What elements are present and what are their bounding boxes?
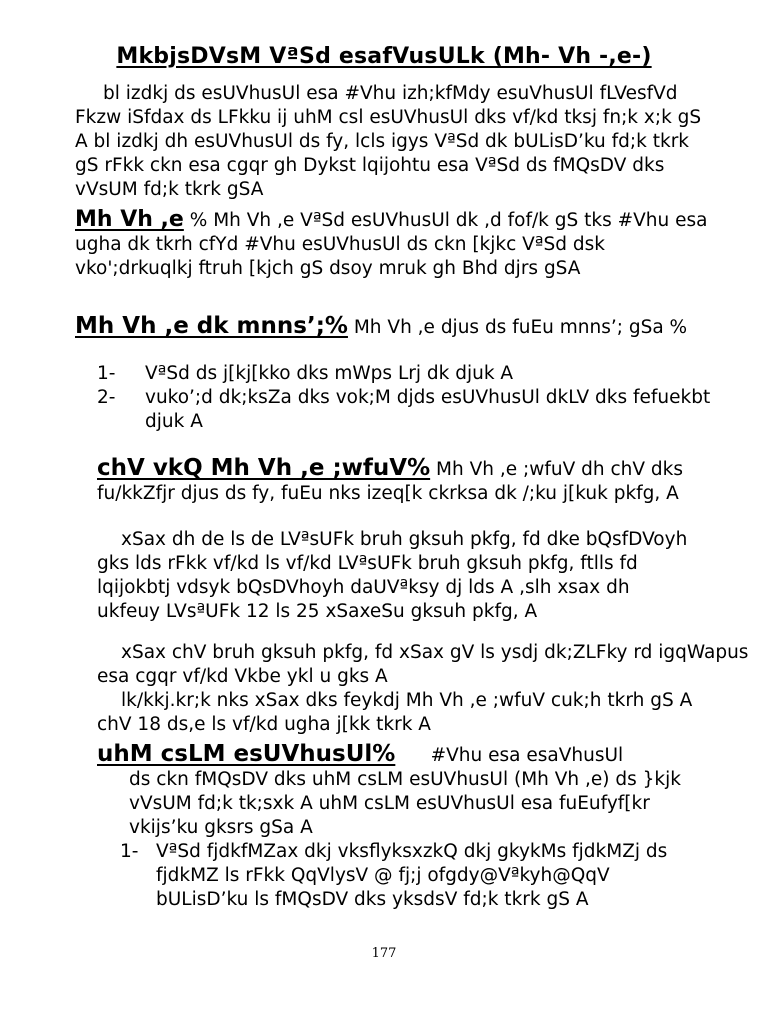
page-title: MkbjsDVsM VªSd esafVusULk (Mh- Vh -,e-)	[116, 44, 652, 69]
section-dtm-heading: Mh Vh ,e	[75, 207, 184, 232]
section-objectives-heading: Mh Vh ,e dk mnns’;%	[75, 313, 348, 339]
section-need-based-body-start: #Vhu esa esaVhusUl	[430, 745, 624, 766]
objectives-list	[97, 362, 717, 434]
beat-paragraph-strength: xSax dh de ls de LVªsUFk bruh gksuh pkfg, fd dke bQsfDVoyh gks lds rFkk vf/kd ls vf/kd LVªsUFk bruh gksuh pkfg, ftlls fd lqijokbtj vdsyk bQsDVhoyh daUVªksy dj lds A ,slh xsax dh ukfeuy LVsªUFk 12 ls 25 xSaxeSu gksuh pkfg, A	[97, 529, 688, 622]
list-item	[97, 386, 717, 434]
section-dtm-body: Mh Vh ,e VªSd esUVhusUl dk ,d fof/k gS tks #Vhu esa ugha dk tkrh cfYd #Vhu esUVhusUl ds ckn [kjkc VªSd dsk vko';drkuqlkj ftruh [kjch gS dsoy mruk gh Bhd djrs gSA	[75, 210, 708, 279]
section-need-based-paragraph	[97, 742, 717, 840]
section-beat-paragraph	[97, 456, 697, 506]
section-dtm-paragraph	[75, 208, 715, 281]
section-need-based-body: ds ckn fMQsDV dks uhM csLM esUVhusUl (Mh Vh ,e) ds }kjk vVsUM fd;k tk;sxk A uhM csLM esUVhusUl esa fuEufyf[kr vkijs’ku gksrs gSa A	[129, 769, 681, 838]
list-item-number: 1-	[120, 841, 139, 862]
section-objectives-paragraph	[75, 314, 715, 340]
need-based-list	[120, 840, 700, 912]
section-objectives-body: Mh Vh ,e djus ds fuEu mnns’; gSa %	[353, 317, 688, 338]
list-item-text: vuko’;d dk;ksZa dks vok;M djds esUVhusUl dkLV dks fefuekbt djuk A	[145, 387, 711, 432]
list-item-text: VªSd fjdkfMZax dkj vksflyksxzkQ dkj gkykMs fjdkMZj ds fjdkMZ ls rFkk QqVlysV @ fj;j ofgdy@Vªkyh@QqV bULisD’ku ls fMQsDV dks yksdsV fd;k tkrk gS A	[156, 841, 668, 910]
list-item-number: 2-	[97, 387, 116, 408]
list-item	[120, 840, 700, 912]
section-beat-body: Mh Vh ,e ;wfuV dh chV dks fu/kkZfjr djus ds fy, fuEu nks izeq[k ckrksa dk /;ku j[kuk pkfg, A	[97, 459, 684, 504]
beat-paragraph-unit: lk/kkj.kr;k nks xSax dks feykdj Mh Vh ,e ;wfuV cuk;h tkrh gS A chV 18 ds,e ls vf/kd ugha j[kk tkrk A	[97, 690, 693, 735]
intro-paragraph: bl izdkj ds esUVhusUl esa #Vhu izh;kfMdy esuVhusUl fLVesfVd Fkzw iSfdax ds LFkku ij uhM csl esUVhusUl dks vf/kd tksj fn;k x;k gS A bl izdkj dh esUVhusUl ds fy, lcls igys VªSd dk bULisD’ku fd;k tkrk gS rFkk ckn esa cgqr gh Dykst lqijohtu esa VªSd ds fMQsDV dks vVsUM fd;k tkrk gSA	[75, 83, 702, 200]
page-number: 177	[371, 946, 397, 961]
section-need-based-heading: uhM csLM esUVhusUl%	[97, 741, 396, 767]
list-item-text: VªSd ds j[kj[kko dks mWps Lrj dk djuk A	[145, 363, 514, 384]
section-beat-heading: chV vkQ Mh Vh ,e ;wfuV%	[97, 455, 431, 481]
list-item	[97, 362, 717, 386]
list-item-number: 1-	[97, 363, 116, 384]
beat-paragraph-distance: xSax chV bruh gksuh pkfg, fd xSax gV ls ysdj dk;ZLFky rd igqWapus esa cgqr vf/kd Vkbe ykl u gks A	[97, 642, 749, 687]
section-dtm-separator: %	[183, 210, 214, 231]
